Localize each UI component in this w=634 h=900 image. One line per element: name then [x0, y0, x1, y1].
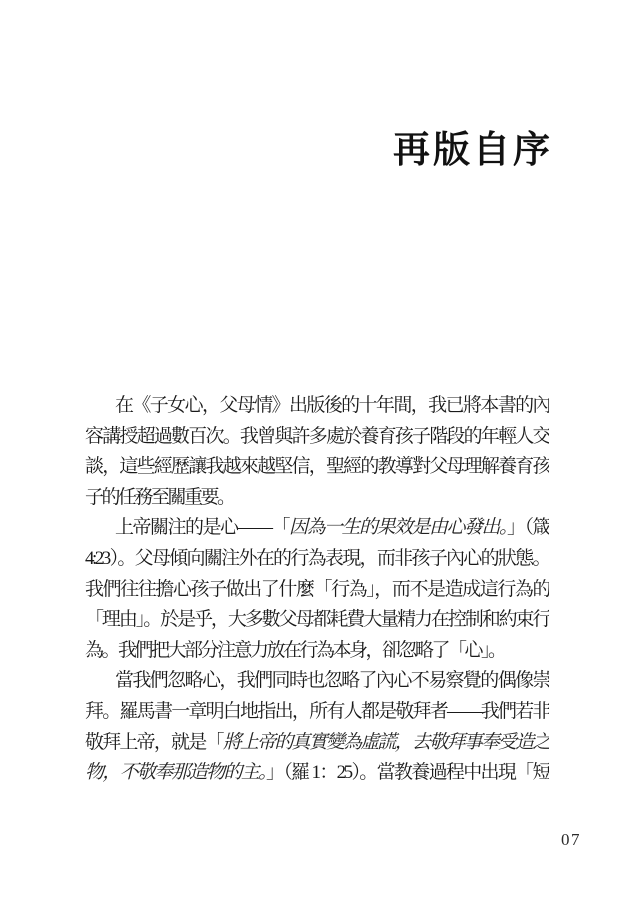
- text-segment: 敬拜上帝，就是「: [85, 731, 223, 753]
- text-segment: 在《子女心，父母情》出版後的十年間，我已將本書的內: [115, 395, 549, 416]
- scripture-quote: 因為一生的果效是由心發出。: [288, 517, 507, 539]
- text-line: [85, 666, 549, 697]
- text-segment: 為。我們把大部分注意力放在行為本身，卻忽略了「心」。: [85, 639, 505, 661]
- body-text: [85, 391, 549, 789]
- text-line: [85, 513, 549, 544]
- page-number: 07: [561, 830, 581, 849]
- text-segment: 4:23）。父母傾向關注外在的行為表現，而非孩子內心的狀態。: [85, 547, 549, 569]
- text-line: [85, 605, 549, 636]
- text-segment: 拜。羅馬書一章明白地指出，所有人都是敬拜者——我們若非: [85, 700, 549, 722]
- text-line: [85, 391, 549, 422]
- text-segment: 當我們忽略心，我們同時也忽略了內心不易察覺的偶像崇: [115, 670, 549, 692]
- text-line: [85, 697, 549, 728]
- page-title: 再版自序: [393, 130, 553, 171]
- text-line: [85, 452, 549, 483]
- text-segment: 」（箴: [506, 517, 549, 539]
- text-line: [85, 636, 549, 667]
- text-segment: 談，這些經歷讓我越來越堅信，聖經的教導對父母理解養育孩: [85, 456, 549, 478]
- text-line: [85, 483, 549, 514]
- text-segment: 容講授超過數百次。我曾與許多處於養育孩子階段的年輕人交: [85, 425, 549, 447]
- text-line: [85, 575, 549, 606]
- text-segment: 上帝關注的是心——「: [115, 517, 289, 539]
- text-line: [85, 544, 549, 575]
- text-segment: 「理由」。於是乎，大多數父母都耗費大量精力在控制和約束行: [85, 609, 549, 631]
- text-segment: 」（羅 1：25）。當教養過程中出現「短: [266, 762, 549, 784]
- text-line: [85, 758, 549, 789]
- scripture-quote: 將上帝的真實變為虛謊，去敬拜事奉受造之: [222, 731, 549, 753]
- text-segment: 我們往往擔心孩子做出了什麼「行為」，而不是造成這行為的: [85, 578, 549, 600]
- scripture-quote: 物，不敬奉那造物的主。: [85, 762, 266, 784]
- text-line: [85, 728, 549, 759]
- text-segment: 子的任務至關重要。: [85, 486, 234, 508]
- text-line: [85, 422, 549, 453]
